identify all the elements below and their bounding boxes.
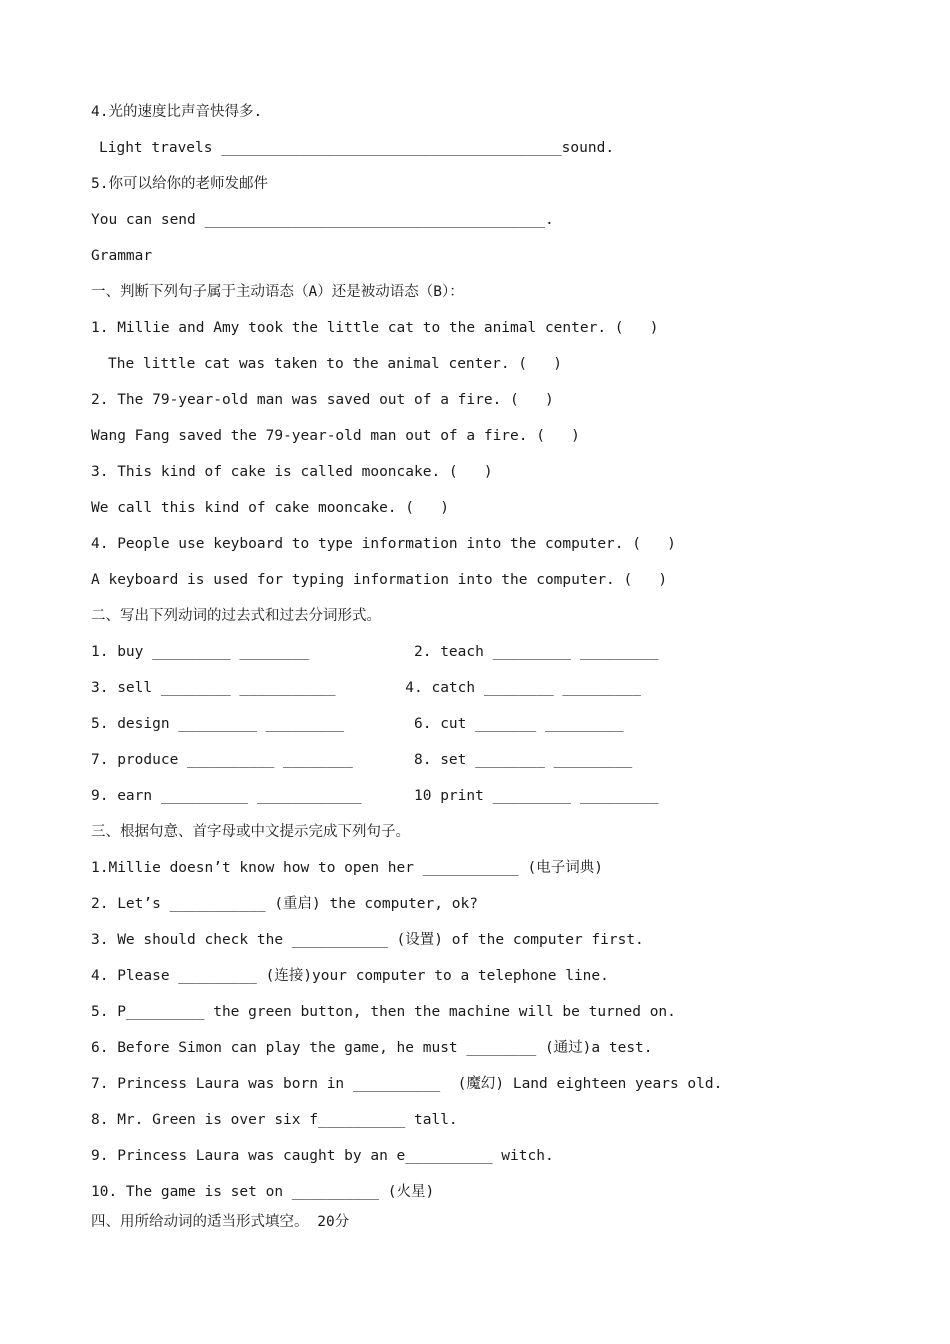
verb-row-1: 1. buy _________ ________ 2. teach _________ _________ bbox=[91, 644, 659, 660]
verb-row-5: 9. earn __________ ____________ 10 print _________ _________ bbox=[91, 788, 659, 804]
verb-row-2: 3. sell ________ ___________ 4. catch ________ _________ bbox=[91, 680, 641, 696]
voice-item-1b: The little cat was taken to the animal center. ( ) bbox=[108, 356, 562, 372]
voice-item-2b: Wang Fang saved the 79-year-old man out of a fire. ( ) bbox=[91, 428, 580, 444]
verb-row-4: 7. produce __________ ________ 8. set ________ _________ bbox=[91, 752, 633, 768]
fill-item-9: 9. Princess Laura was caught by an e__________ witch. bbox=[91, 1148, 554, 1164]
fill-item-7: 7. Princess Laura was born in __________ (魔幻) Land eighteen years old. bbox=[91, 1076, 723, 1092]
fill-item-1: 1.Millie doesn’t know how to open her ___________ (电子词典) bbox=[91, 860, 603, 876]
voice-item-1a: 1. Millie and Amy took the little cat to the animal center. ( ) bbox=[91, 320, 659, 336]
fill-item-6: 6. Before Simon can play the game, he must ________ (通过)a test. bbox=[91, 1040, 653, 1056]
item-4-english: Light travels _______________________________________sound. bbox=[99, 140, 615, 156]
item-5-english: You can send _______________________________________. bbox=[91, 212, 554, 228]
fill-item-10: 10. The game is set on __________ (火星) bbox=[91, 1184, 435, 1200]
fill-item-4: 4. Please _________ (连接)your computer to a telephone line. bbox=[91, 968, 609, 984]
section-heading-grammar: Grammar bbox=[91, 248, 153, 264]
voice-item-4a: 4. People use keyboard to type information into the computer. ( ) bbox=[91, 536, 676, 552]
item-4-chinese: 4.光的速度比声音快得多. bbox=[91, 104, 263, 120]
fill-item-8: 8. Mr. Green is over six f__________ tall. bbox=[91, 1112, 458, 1128]
verb-row-3: 5. design _________ _________ 6. cut _______ _________ bbox=[91, 716, 624, 732]
fill-item-3: 3. We should check the ___________ (设置) of the computer first. bbox=[91, 932, 644, 948]
voice-item-3a: 3. This kind of cake is called mooncake. ( ) bbox=[91, 464, 493, 480]
voice-item-2a: 2. The 79-year-old man was saved out of a fire. ( ) bbox=[91, 392, 554, 408]
section-4-heading: 四、用所给动词的适当形式填空。 20分 bbox=[91, 1214, 350, 1230]
section-3-heading: 三、根据句意、首字母或中文提示完成下列句子。 bbox=[91, 824, 410, 840]
section-2-heading: 二、写出下列动词的过去式和过去分词形式。 bbox=[91, 608, 381, 624]
fill-item-5: 5. P_________ the green button, then the machine will be turned on. bbox=[91, 1004, 676, 1020]
item-5-chinese: 5.你可以给你的老师发邮件 bbox=[91, 176, 268, 192]
fill-item-2: 2. Let’s ___________ (重启) the computer, ok? bbox=[91, 896, 478, 912]
voice-item-4b: A keyboard is used for typing information into the computer. ( ) bbox=[91, 572, 668, 588]
section-1-heading: 一、判断下列句子属于主动语态（A）还是被动语态（B）： bbox=[91, 284, 464, 300]
voice-item-3b: We call this kind of cake mooncake. ( ) bbox=[91, 500, 449, 516]
